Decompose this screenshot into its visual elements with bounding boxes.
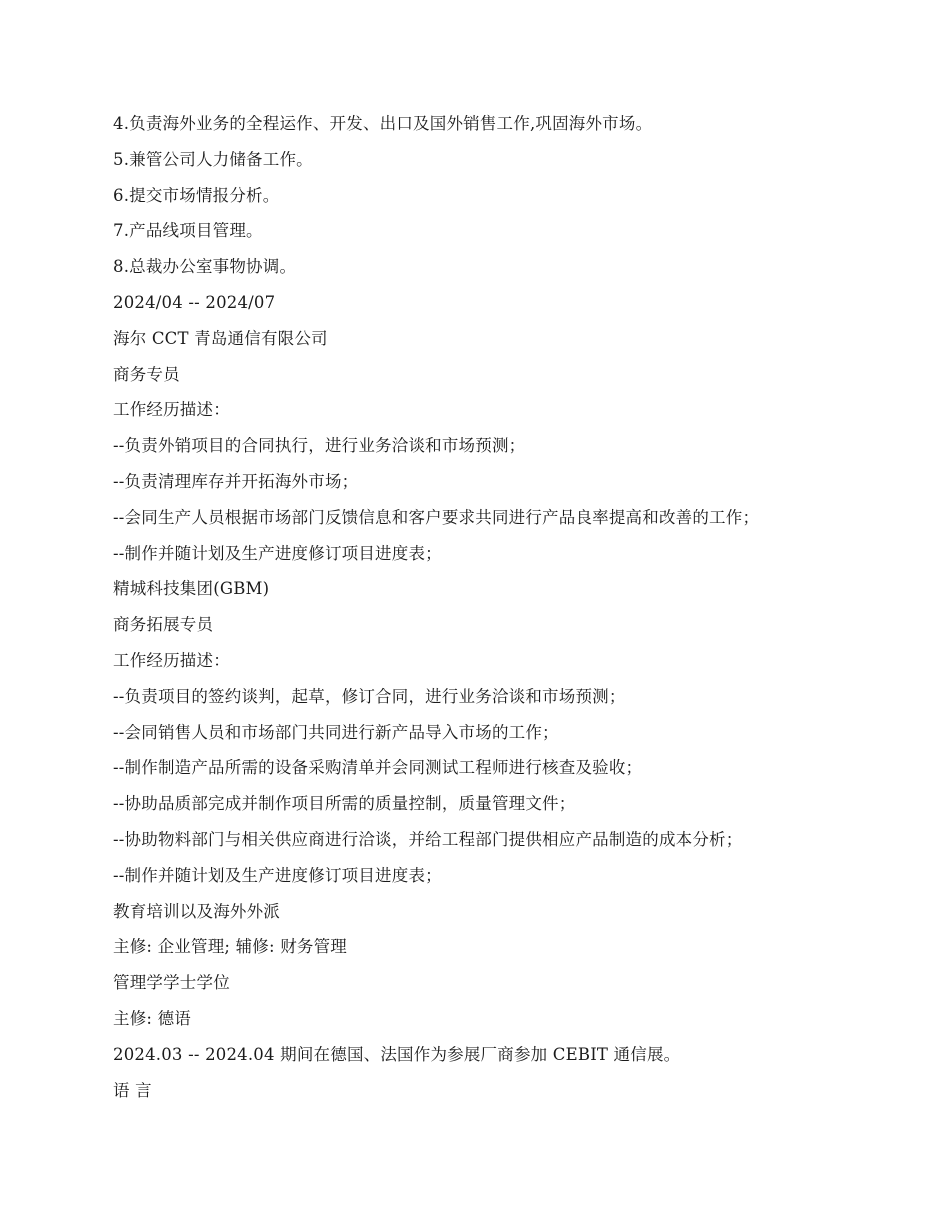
work-description-heading: 工作经历描述： xyxy=(113,650,230,670)
education-major-german: 主修: 德语 xyxy=(113,1008,192,1028)
work-description-item: --会同生产人员根据市场部门反馈信息和客户要求共同进行产品良率提高和改善的工作； xyxy=(113,507,760,527)
document-body xyxy=(113,106,913,1108)
duty-item-4: 4.负责海外业务的全程运作、开发、出口及国外销售工作,巩固海外市场。 xyxy=(113,114,653,133)
work-description-heading: 工作经历描述： xyxy=(113,400,230,420)
education-section-heading: 教育培训以及海外外派 xyxy=(113,901,280,921)
work-description-item: --协助物料部门与相关供应商进行洽谈，并给工程部门提供相应产品制造的成本分析； xyxy=(113,829,743,849)
work-description-item: --负责外销项目的合同执行，进行业务洽谈和市场预测； xyxy=(113,436,526,456)
company-name-haier: 海尔 CCT 青岛通信有限公司 xyxy=(113,328,328,348)
work-description-item: --协助品质部完成并制作项目所需的质量控制，质量管理文件； xyxy=(113,794,576,814)
overseas-assignment: 2024.03 -- 2024.04 期间在德国、法国作为参展厂商参加 CEBIT 通信展。 xyxy=(113,1044,681,1064)
duty-item-6: 6.提交市场情报分析。 xyxy=(113,185,280,205)
work-description-item: --制作制造产品所需的设备采购清单并会同测试工程师进行核查及验收； xyxy=(113,758,643,778)
duty-item-8: 8.总裁办公室事物协调。 xyxy=(113,257,297,277)
company-name-gbm: 精城科技集团(GBM) xyxy=(113,579,270,599)
employment-period: 2024/04 -- 2024/07 xyxy=(113,292,276,312)
job-title-business-specialist: 商务专员 xyxy=(113,364,180,384)
duty-item-5: 5.兼管公司人力储备工作。 xyxy=(113,149,313,169)
duty-item-7: 7.产品线项目管理。 xyxy=(113,221,263,241)
education-major: 主修: 企业管理; 辅修: 财务管理 xyxy=(113,937,348,957)
education-degree: 管理学学士学位 xyxy=(113,973,230,993)
job-title-business-development: 商务拓展专员 xyxy=(113,615,214,635)
work-description-item: --制作并随计划及生产进度修订项目进度表； xyxy=(113,543,442,563)
language-section-heading: 语 言 xyxy=(113,1080,152,1100)
work-description-item: --会同销售人员和市场部门共同进行新产品导入市场的工作； xyxy=(113,722,559,742)
work-description-item: --负责项目的签约谈判，起草，修订合同，进行业务洽谈和市场预测； xyxy=(113,686,626,706)
work-description-item: --制作并随计划及生产进度修订项目进度表； xyxy=(113,865,442,885)
work-description-item: --负责清理库存并开拓海外市场； xyxy=(113,471,359,491)
